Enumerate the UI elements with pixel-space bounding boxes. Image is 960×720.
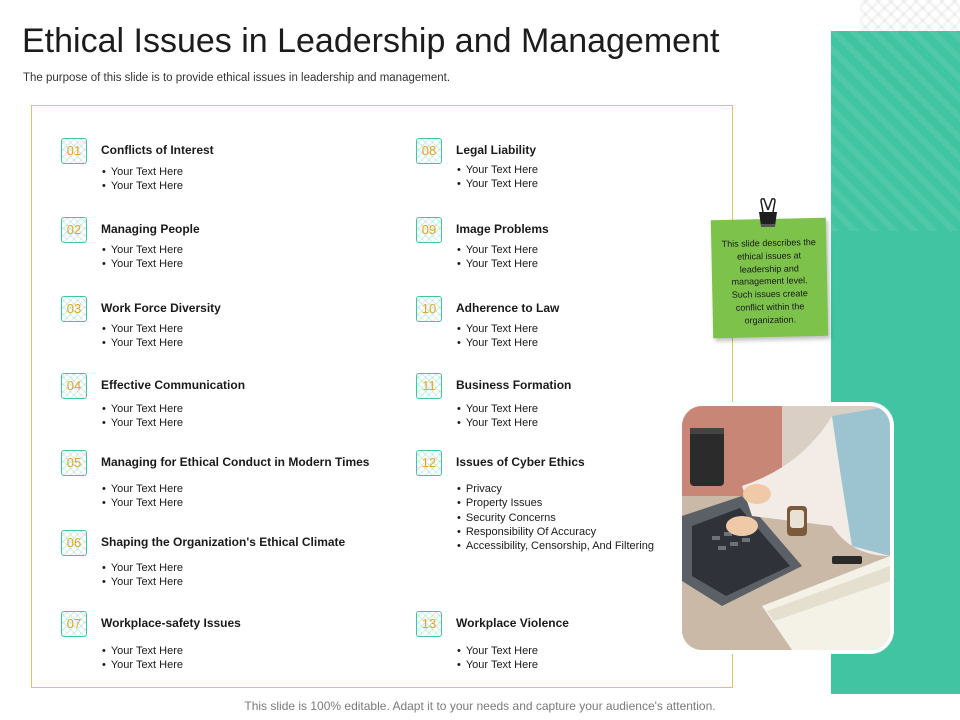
bullet-text: • Your Text Here — [102, 496, 183, 510]
note-line: leadership and — [739, 262, 799, 275]
issue-heading: Adherence to Law — [456, 301, 560, 315]
bullet-text: • Privacy — [457, 482, 654, 496]
issue-heading: Business Formation — [456, 378, 572, 392]
issue-number: 07 — [61, 611, 87, 637]
bullet-text: • Your Text Here — [457, 322, 538, 336]
issue-heading: Managing People — [101, 222, 200, 236]
bullet-text: • Your Text Here — [102, 402, 183, 416]
bullet-text: • Your Text Here — [102, 243, 183, 257]
issue-bullets — [457, 644, 538, 673]
bullet-text: • Your Text Here — [457, 177, 538, 191]
note-line: Such issues create — [731, 288, 808, 300]
page-subtitle: The purpose of this slide is to provide ethical issues in leadership and management. — [23, 72, 451, 84]
sticky-note — [711, 218, 828, 338]
issue-heading: Issues of Cyber Ethics — [456, 455, 585, 469]
issue-number: 04 — [61, 373, 87, 399]
bullet-text: • Your Text Here — [102, 165, 183, 179]
bullet-text: • Your Text Here — [457, 163, 538, 177]
bullet-text: • Your Text Here — [457, 257, 538, 271]
bullet-text: • Security Concerns — [457, 511, 654, 525]
bullet-text: • Property Issues — [457, 496, 654, 510]
bullet-text: • Your Text Here — [102, 336, 183, 350]
issue-bullets — [102, 482, 183, 511]
issue-bullets — [457, 163, 538, 192]
note-line: This slide describes the — [721, 237, 816, 249]
issue-heading: Shaping the Organization's Ethical Climate — [101, 535, 346, 549]
bullet-text: • Your Text Here — [102, 644, 183, 658]
bullet-text: • Your Text Here — [457, 402, 538, 416]
bullet-text: • Your Text Here — [102, 575, 183, 589]
issue-number: 11 — [416, 373, 442, 399]
issue-bullets — [457, 322, 538, 351]
note-text — [715, 236, 824, 328]
bullet-text: • Your Text Here — [102, 179, 183, 193]
page-title: Ethical Issues in Leadership and Management — [22, 22, 720, 60]
issue-bullets — [102, 243, 183, 272]
footer-text: This slide is 100% editable. Adapt it to your needs and capture your audience's attention. — [244, 699, 716, 713]
issue-heading: Image Problems — [456, 222, 549, 236]
issue-bullets — [102, 644, 183, 673]
issue-number: 13 — [416, 611, 442, 637]
issue-bullets — [457, 482, 654, 553]
bullet-text: • Your Text Here — [102, 561, 183, 575]
bullet-text: • Your Text Here — [102, 322, 183, 336]
bullet-text: • Your Text Here — [102, 482, 183, 496]
issue-heading: Work Force Diversity — [101, 301, 221, 315]
issue-heading: Workplace-safety Issues — [101, 616, 241, 630]
bullet-text: • Your Text Here — [457, 336, 538, 350]
issue-bullets — [102, 561, 183, 590]
bullet-text: • Your Text Here — [102, 416, 183, 430]
bullet-text: • Your Text Here — [457, 658, 538, 672]
note-line: organization. — [744, 314, 797, 326]
issue-bullets — [102, 402, 183, 431]
issue-number: 03 — [61, 296, 87, 322]
issue-heading: Conflicts of Interest — [101, 143, 214, 157]
issue-bullets — [457, 243, 538, 272]
note-line: ethical issues at — [736, 250, 802, 262]
bullet-text: • Responsibility Of Accuracy — [457, 525, 654, 539]
note-line: management level. — [731, 275, 808, 288]
issue-bullets — [102, 165, 183, 194]
bullet-text: • Your Text Here — [102, 257, 183, 271]
issue-bullets — [102, 322, 183, 351]
issue-number: 12 — [416, 450, 442, 476]
bullet-text: • Accessibility, Censorship, And Filtering — [457, 539, 654, 553]
note-line: conflict within the — [735, 301, 805, 313]
issue-number: 10 — [416, 296, 442, 322]
issue-heading: Workplace Violence — [456, 616, 569, 630]
issue-heading: Managing for Ethical Conduct in Modern Times — [101, 455, 370, 469]
issue-number: 06 — [61, 530, 87, 556]
issue-number: 05 — [61, 450, 87, 476]
issue-heading: Effective Communication — [101, 378, 246, 392]
bullet-text: • Your Text Here — [102, 658, 183, 672]
issue-number: 08 — [416, 138, 442, 164]
issue-number: 09 — [416, 217, 442, 243]
issue-heading: Legal Liability — [456, 143, 537, 157]
bullet-text: • Your Text Here — [457, 644, 538, 658]
bullet-text: • Your Text Here — [457, 243, 538, 257]
bullet-text: • Your Text Here — [457, 416, 538, 430]
issue-number: 02 — [61, 217, 87, 243]
issue-number: 01 — [61, 138, 87, 164]
issue-bullets — [457, 402, 538, 431]
laptop-photo — [678, 402, 894, 654]
binder-clip-icon — [757, 198, 779, 230]
